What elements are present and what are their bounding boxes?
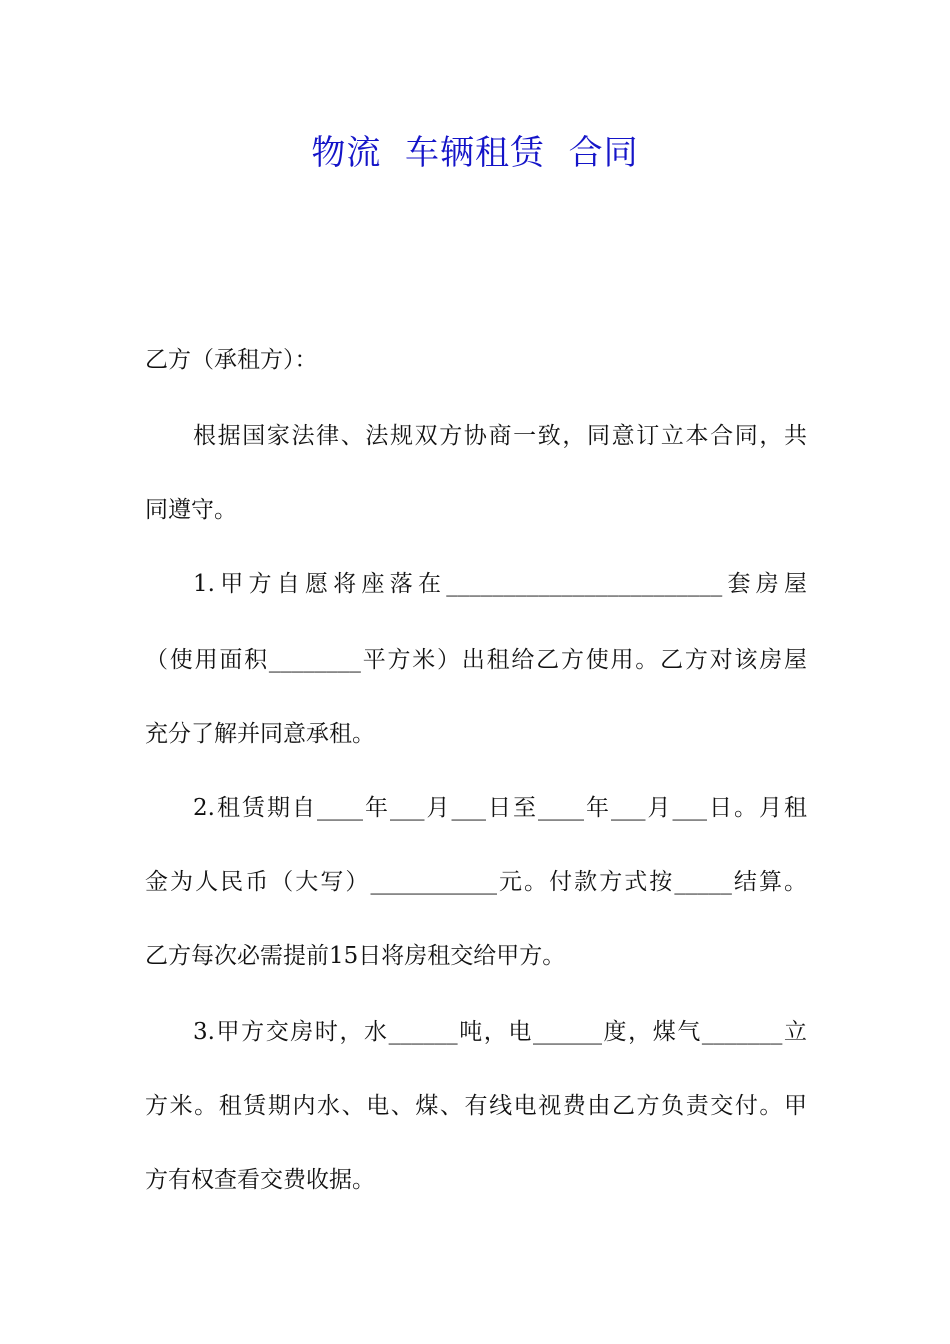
- clause-1-line-1: 1.甲方自愿将座落在________________________套房屋: [193, 571, 807, 597]
- clause-2-line-3: 乙方每次必需提前15日将房租交给甲方。: [145, 943, 566, 969]
- intro-line-1: 根据国家法律、法规双方协商一致，同意订立本合同，共: [193, 423, 807, 449]
- document-title: 物流 车辆租赁 合同: [311, 133, 639, 173]
- clause-2-line-1: 2.租赁期自____年___月___日至____年___月___日。月租: [193, 795, 807, 821]
- party-b-line: 乙方（承租方）：: [145, 347, 318, 373]
- clause-3-line-2: 方米。租赁期内水、电、煤、有线电视费由乙方负责交付。甲: [145, 1093, 807, 1119]
- clause-3-line-1: 3.甲方交房时，水______吨，电______度，煤气_______立: [193, 1019, 807, 1045]
- clause-1-line-2: （使用面积________平方米）出租给乙方使用。乙方对该房屋: [145, 647, 807, 673]
- clause-2-line-2: 金为人民币（大写）___________元。付款方式按_____结算。: [145, 869, 807, 895]
- clause-3-line-3: 方有权查看交费收据。: [145, 1167, 375, 1193]
- clause-1-line-3: 充分了解并同意承租。: [145, 721, 375, 747]
- intro-line-2: 同遵守。: [145, 497, 237, 523]
